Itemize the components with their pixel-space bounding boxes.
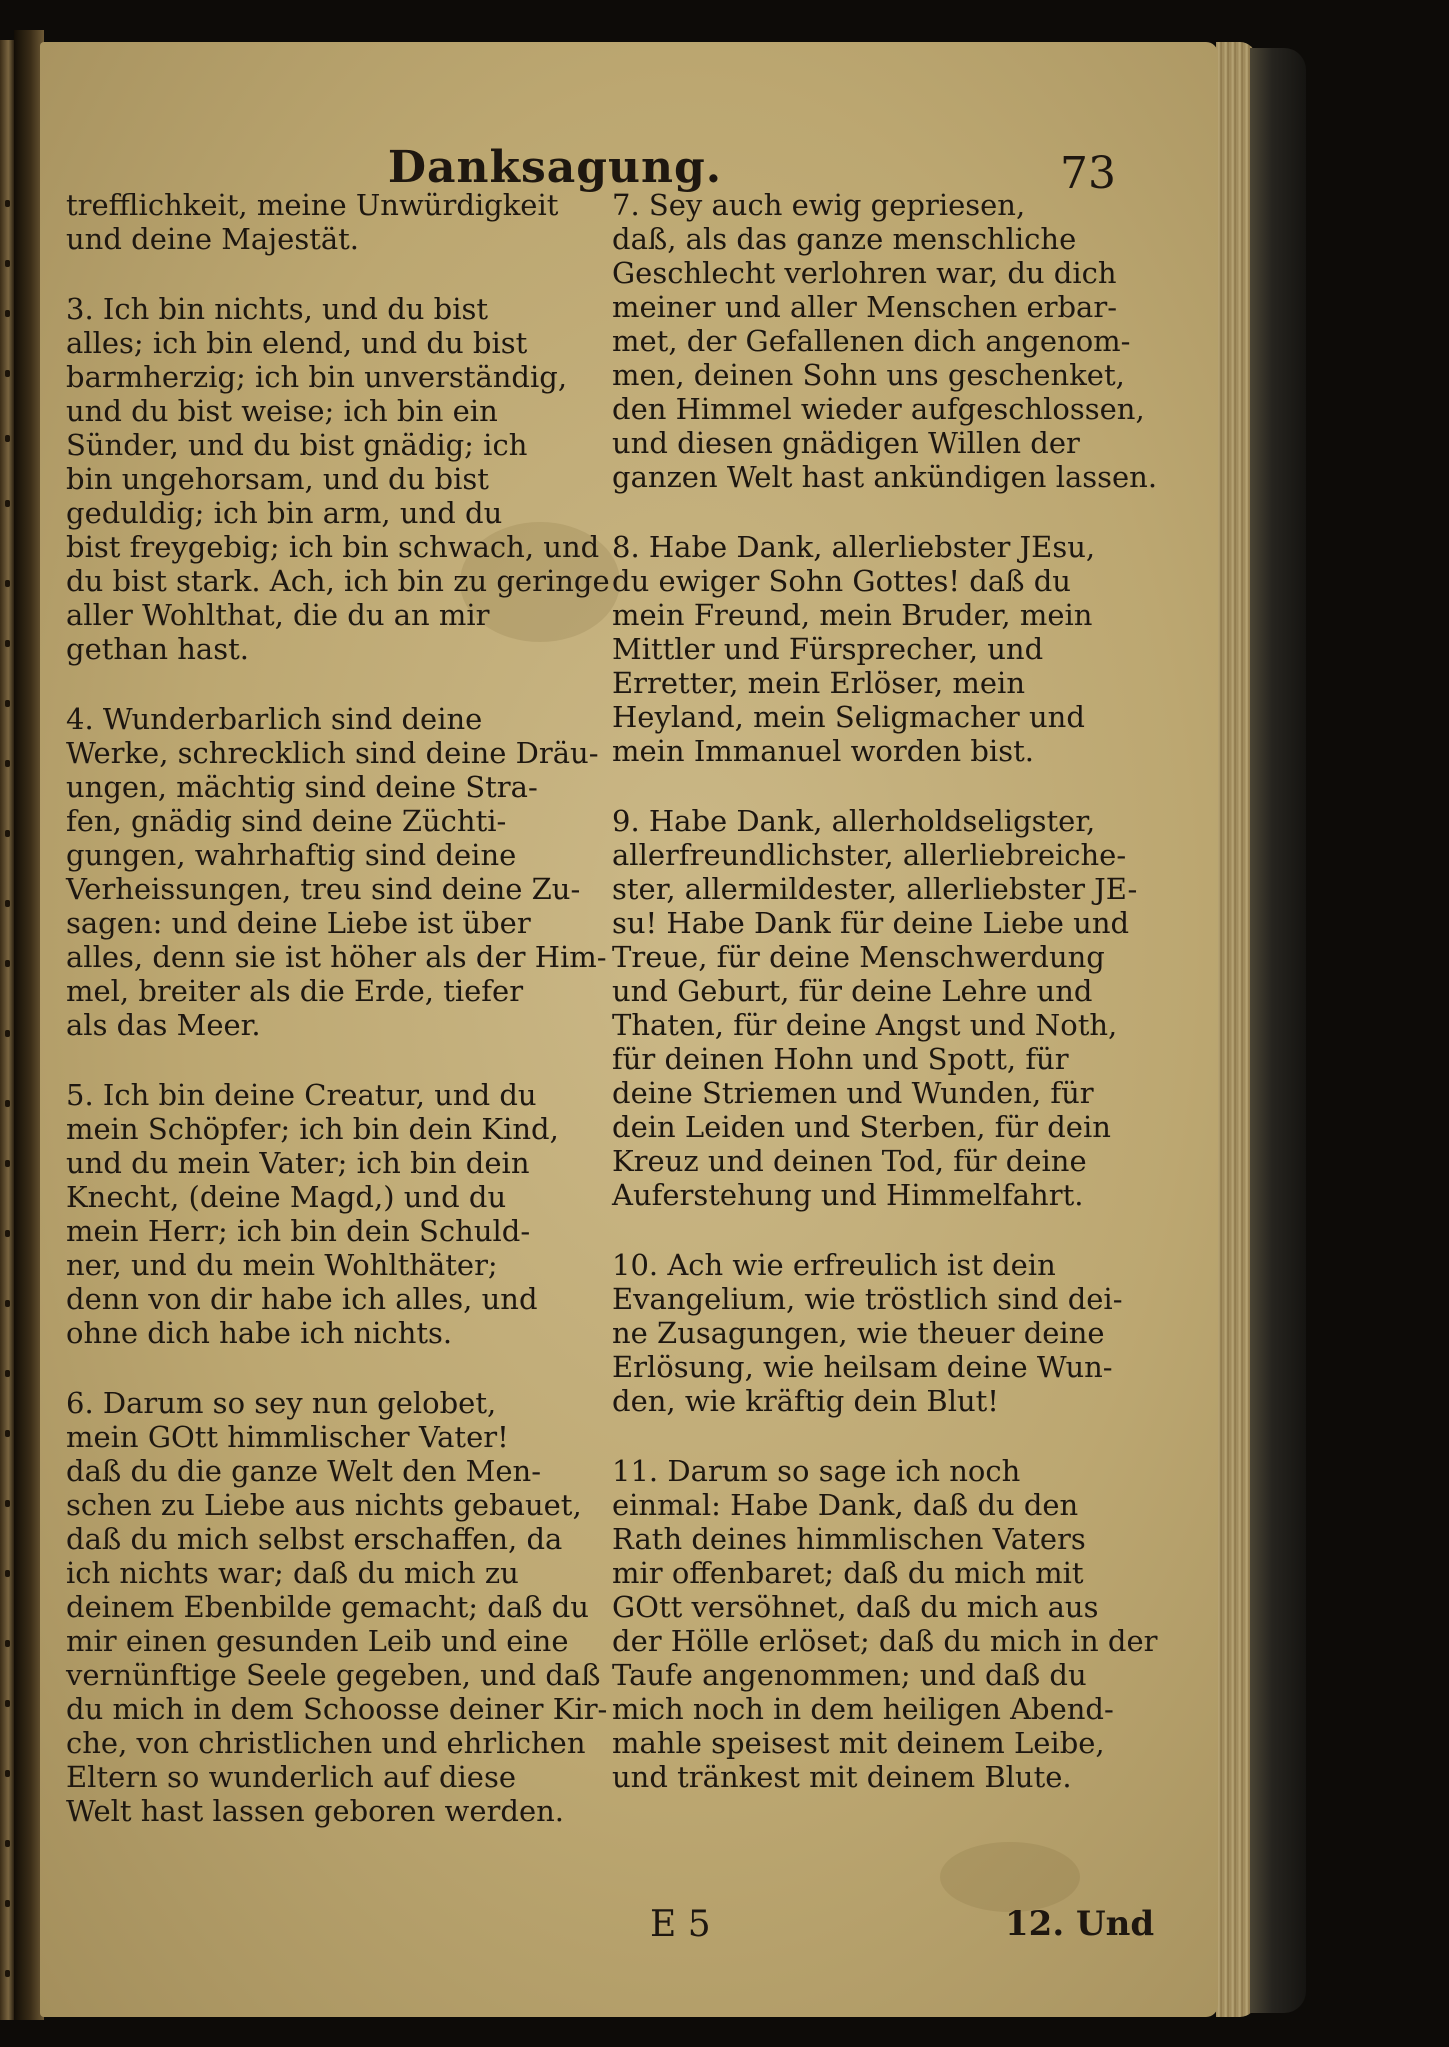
text-line: du ewiger Sohn Gottes! daß du (612, 564, 1071, 598)
text-line: daß du die ganze Welt den Men- (66, 1454, 542, 1488)
text-line: Kreuz und deinen Tod, für deine (612, 1144, 1087, 1178)
text-line: ohne dich habe ich nichts. (66, 1316, 453, 1350)
text-line: mir einen gesunden Leib und eine (66, 1624, 569, 1658)
book-cover-edge (1250, 48, 1306, 2013)
text-fragment (5, 760, 10, 767)
page-number: 73 (1060, 148, 1116, 199)
text-fragment (5, 200, 10, 207)
text-line: 5. Ich bin deine Creatur, und du (66, 1078, 537, 1112)
text-line: vernünftige Seele gegeben, und daß (66, 1658, 601, 1692)
text-line: mahle speisest mit deinem Leibe, (612, 1726, 1105, 1760)
page-footer (40, 1904, 1218, 1964)
text-line: mel, breiter als die Erde, tiefer (66, 974, 524, 1008)
text-fragment (5, 1030, 10, 1037)
text-fragment (5, 1100, 10, 1107)
paragraph (66, 1078, 622, 1350)
text-line: 3. Ich bin nichts, und du bist (66, 292, 489, 326)
text-line: che, von christlichen und ehrlichen (66, 1726, 586, 1760)
text-line: für deinen Hohn und Spott, für (612, 1042, 1069, 1076)
text-line: sagen: und deine Liebe ist über (66, 906, 531, 940)
text-fragment (5, 830, 10, 837)
text-line: bist freygebig; ich bin schwach, und (66, 530, 600, 564)
text-line: su! Habe Dank für deine Liebe und (612, 906, 1130, 940)
text-fragment (5, 1570, 10, 1577)
text-line: Erretter, mein Erlöser, mein (612, 666, 1026, 700)
paragraph-gap (66, 1042, 622, 1078)
text-line: Taufe angenommen; und daß du (612, 1658, 1087, 1692)
text-line: mich noch in dem heiligen Abend- (612, 1692, 1114, 1726)
text-line: 8. Habe Dank, allerliebster JEsu, (612, 530, 1096, 564)
text-line: aller Wohlthat, die du an mir (66, 598, 490, 632)
text-line: ganzen Welt hast ankündigen lassen. (612, 460, 1158, 494)
text-line: du mich in dem Schoosse deiner Kir- (66, 1692, 608, 1726)
text-fragment (5, 1160, 10, 1167)
paper-stain (940, 1842, 1080, 1912)
text-line: meiner und aller Menschen erbar- (612, 290, 1118, 324)
text-line: mein Herr; ich bin dein Schuld- (66, 1214, 531, 1248)
text-fragment (5, 370, 10, 377)
text-fragment (5, 900, 10, 907)
text-line: ich nichts war; daß du mich zu (66, 1556, 519, 1590)
text-line: und deine Majestät. (66, 222, 360, 256)
text-line: ster, allermildester, allerliebster JE- (612, 872, 1138, 906)
text-line: den Himmel wieder aufgeschlossen, (612, 392, 1145, 426)
text-line: Sünder, und du bist gnädig; ich (66, 428, 528, 462)
text-line: Rath deines himmlischen Vaters (612, 1522, 1086, 1556)
text-line: mir offenbaret; daß du mich mit (612, 1556, 1084, 1590)
text-line: den, wie kräftig dein Blut! (612, 1384, 999, 1418)
paragraph (66, 1386, 622, 1828)
text-line: alles, denn sie ist höher als der Him- (66, 940, 607, 974)
text-line: allerfreundlichster, allerliebreiche- (612, 838, 1127, 872)
paragraph (612, 188, 1168, 494)
text-line: deinem Ebenbilde gemacht; daß du (66, 1590, 589, 1624)
text-line: trefflichkeit, meine Unwürdigkeit (66, 188, 559, 222)
text-line: 7. Sey auch ewig gepriesen, (612, 188, 1026, 222)
text-line: barmherzig; ich bin unverständig, (66, 360, 568, 394)
text-line: und du mein Vater; ich bin dein (66, 1146, 530, 1180)
right-text-column (612, 188, 1168, 1794)
text-fragment (5, 1840, 10, 1847)
text-line: Heyland, mein Seligmacher und (612, 700, 1085, 734)
text-line: Erlösung, wie heilsam deine Wun- (612, 1350, 1113, 1384)
text-fragment (5, 500, 10, 507)
text-line: Treue, für deine Menschwerdung (612, 940, 1105, 974)
text-line: mein GOtt himmlischer Vater! (66, 1420, 509, 1454)
text-line: gungen, wahrhaftig sind deine (66, 838, 517, 872)
text-line: mein Immanuel worden bist. (612, 734, 1034, 768)
text-line: Knecht, (deine Magd,) und du (66, 1180, 507, 1214)
paragraph (612, 1248, 1168, 1418)
text-line: und tränkest mit deinem Blute. (612, 1760, 1072, 1794)
text-line: Auferstehung und Himmelfahrt. (612, 1178, 1084, 1212)
text-line: geduldig; ich bin arm, und du (66, 496, 503, 530)
paragraph (612, 530, 1168, 768)
text-fragment (5, 260, 10, 267)
text-line: Thaten, für deine Angst und Noth, (612, 1008, 1118, 1042)
text-line: denn von dir habe ich alles, und (66, 1282, 538, 1316)
previous-page-text-fragments (3, 200, 13, 2020)
text-line: und diesen gnädigen Willen der (612, 426, 1080, 460)
text-fragment (5, 1970, 10, 1977)
text-line: ne Zusagungen, wie theuer deine (612, 1316, 1105, 1350)
text-line: 9. Habe Dank, allerholdseligster, (612, 804, 1096, 838)
text-fragment (5, 960, 10, 967)
text-line: Mittler und Fürsprecher, und (612, 632, 1044, 666)
paragraph (66, 292, 622, 666)
text-line: mein Schöpfer; ich bin dein Kind, (66, 1112, 559, 1146)
text-line: ungen, mächtig sind deine Stra- (66, 770, 538, 804)
text-line: men, deinen Sohn uns geschenket, (612, 358, 1125, 392)
text-line: daß du mich selbst erschaffen, da (66, 1522, 563, 1556)
left-text-column (66, 188, 622, 1828)
text-line: als das Meer. (66, 1008, 261, 1042)
text-fragment (5, 1900, 10, 1907)
text-fragment (5, 1300, 10, 1307)
paragraph (66, 188, 622, 256)
previous-page-sliver (0, 40, 14, 2020)
text-fragment (5, 1700, 10, 1707)
text-fragment (5, 580, 10, 587)
paragraph (66, 702, 622, 1042)
text-line: Welt hast lassen geboren werden. (66, 1794, 564, 1828)
text-fragment (5, 1640, 10, 1647)
text-fragment (5, 1500, 10, 1507)
signature-mark: E 5 (650, 1904, 711, 1945)
text-line: alles; ich bin elend, und du bist (66, 326, 528, 360)
page-header (40, 88, 1218, 198)
book-page (40, 42, 1218, 2017)
text-fragment (5, 310, 10, 317)
text-fragment (5, 1770, 10, 1777)
text-fragment (5, 435, 10, 442)
text-fragment (5, 1230, 10, 1237)
paragraph-gap (612, 1212, 1168, 1248)
text-fragment (5, 700, 10, 707)
text-line: Werke, schrecklich sind deine Dräu- (66, 736, 599, 770)
text-line: schen zu Liebe aus nichts gebauet, (66, 1488, 582, 1522)
text-fragment (5, 1370, 10, 1377)
text-line: dein Leiden und Sterben, für dein (612, 1110, 1111, 1144)
text-fragment (5, 640, 10, 647)
text-line: und Geburt, für deine Lehre und (612, 974, 1093, 1008)
paragraph-gap (66, 666, 622, 702)
catchword: 12. Und (1005, 1904, 1155, 1944)
text-line: 10. Ach wie erfreulich ist dein (612, 1248, 1056, 1282)
text-line: bin ungehorsam, und du bist (66, 462, 489, 496)
text-line: met, der Gefallenen dich angenom- (612, 324, 1131, 358)
paragraph-gap (66, 256, 622, 292)
text-line: Verheissungen, treu sind deine Zu- (66, 872, 581, 906)
text-line: Eltern so wunderlich auf diese (66, 1760, 516, 1794)
paragraph-gap (66, 1350, 622, 1386)
text-line: daß, als das ganze menschliche (612, 222, 1077, 256)
paragraph-gap (612, 768, 1168, 804)
paragraph-gap (612, 494, 1168, 530)
text-line: einmal: Habe Dank, daß du den (612, 1488, 1079, 1522)
text-line: mein Freund, mein Bruder, mein (612, 598, 1093, 632)
text-line: Geschlecht verlohren war, du dich (612, 256, 1117, 290)
text-line: du bist stark. Ach, ich bin zu geringe (66, 564, 610, 598)
text-line: und du bist weise; ich bin ein (66, 394, 498, 428)
text-line: der Hölle erlöset; daß du mich in der (612, 1624, 1158, 1658)
text-line: 11. Darum so sage ich noch (612, 1454, 1021, 1488)
text-line: Evangelium, wie tröstlich sind dei- (612, 1282, 1123, 1316)
text-line: ner, und du mein Wohlthäter; (66, 1248, 498, 1282)
text-line: fen, gnädig sind deine Züchti- (66, 804, 507, 838)
text-line: deine Striemen und Wunden, für (612, 1076, 1094, 1110)
running-title: Danksagung. (387, 142, 723, 193)
paragraph (612, 804, 1168, 1212)
paragraph-gap (612, 1418, 1168, 1454)
text-line: 6. Darum so sey nun gelobet, (66, 1386, 497, 1420)
text-line: GOtt versöhnet, daß du mich aus (612, 1590, 1099, 1624)
text-fragment (5, 1430, 10, 1437)
paragraph (612, 1454, 1168, 1794)
text-line: gethan hast. (66, 632, 249, 666)
text-line: 4. Wunderbarlich sind deine (66, 702, 483, 736)
